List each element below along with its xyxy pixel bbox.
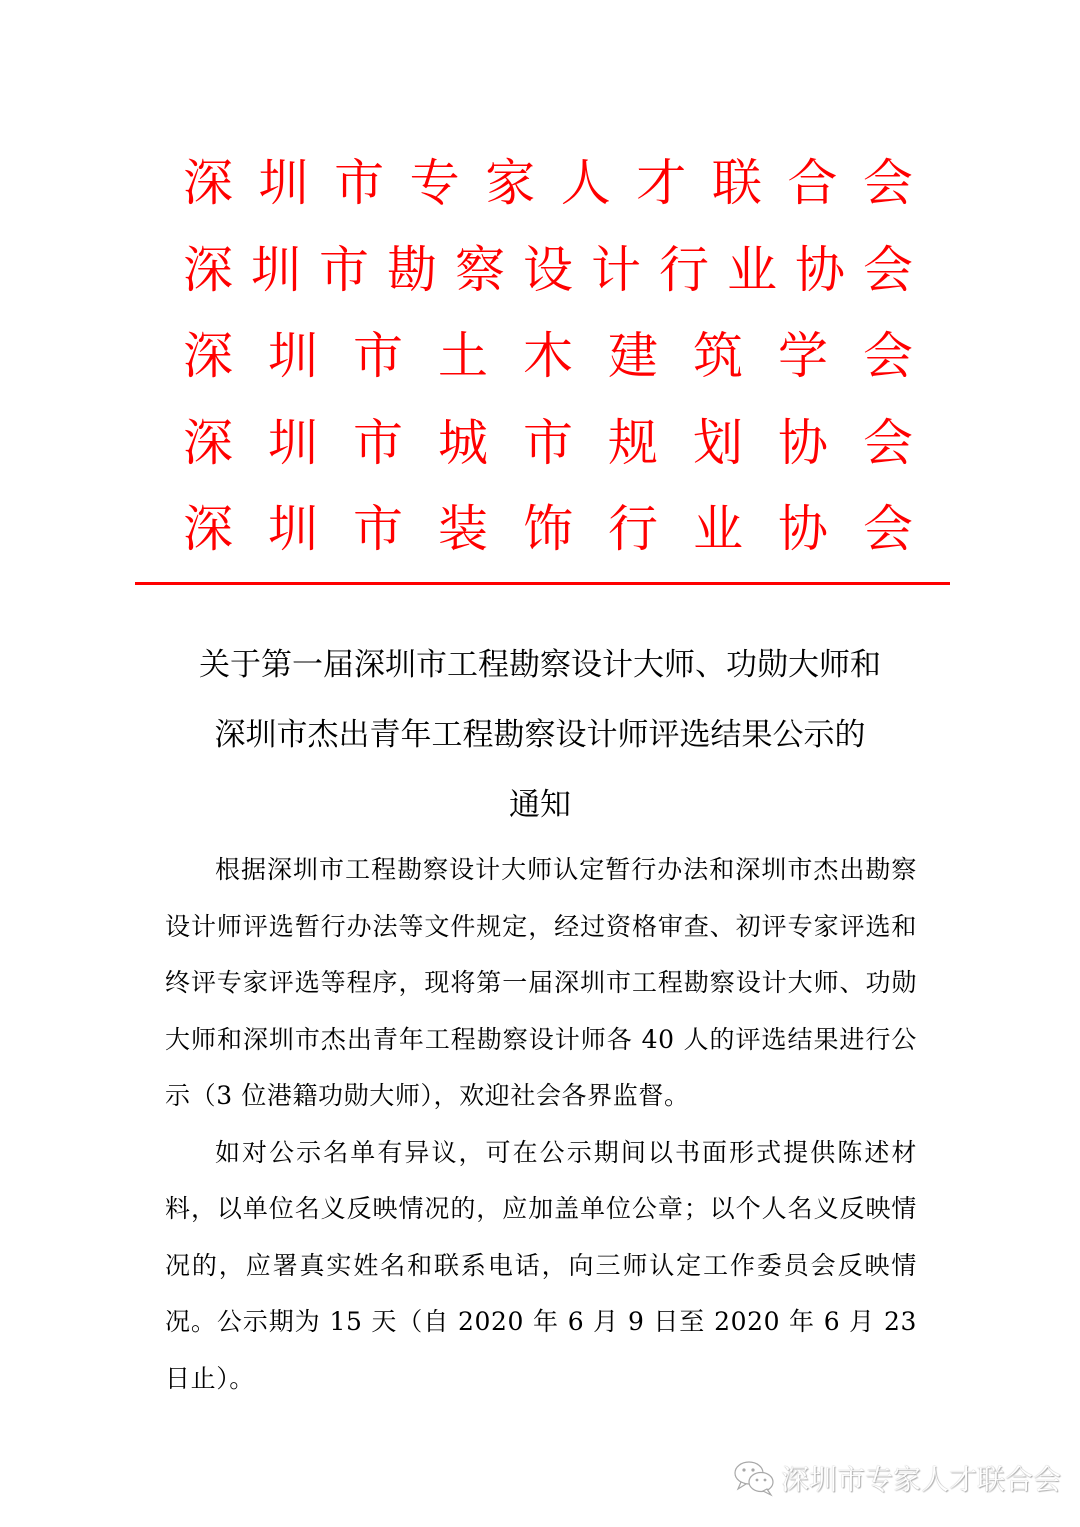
letterhead (183, 140, 913, 573)
org-name-row (183, 313, 913, 400)
org-name-char: 深 (183, 500, 233, 558)
org-name-char: 行 (608, 500, 658, 558)
org-name-char: 深 (183, 327, 233, 385)
org-name-char: 行 (659, 240, 709, 299)
org-name-char: 才 (636, 154, 687, 212)
org-name-char: 联 (711, 154, 762, 212)
org-name-char: 圳 (268, 500, 318, 558)
title-line: 深圳市杰出青年工程勘察设计师评选结果公示的 (214, 717, 866, 753)
org-name-char: 勘 (387, 240, 437, 299)
wechat-icon (733, 1458, 777, 1498)
document-body (165, 842, 917, 1407)
org-name-char: 察 (455, 240, 505, 299)
org-name-char: 协 (795, 240, 845, 299)
org-name-char: 协 (778, 500, 828, 558)
org-name-char: 圳 (268, 327, 318, 385)
document-title (140, 630, 940, 840)
org-name-char: 会 (863, 413, 913, 472)
org-name-char: 建 (608, 327, 658, 385)
org-name-char: 人 (560, 154, 611, 212)
org-name-char: 圳 (268, 413, 318, 472)
title-line: 通知 (509, 787, 571, 823)
org-name-char: 筑 (693, 327, 743, 385)
org-name-char: 计 (591, 240, 641, 299)
org-name-char: 圳 (251, 240, 301, 299)
org-name-char: 饰 (523, 500, 573, 558)
org-name-char: 会 (863, 500, 913, 558)
org-name-char: 合 (787, 154, 838, 212)
org-name-char: 业 (727, 240, 777, 299)
org-name-char: 专 (409, 154, 460, 212)
org-name-char: 会 (863, 240, 913, 299)
org-name-char: 协 (778, 413, 828, 472)
org-name-char: 深 (183, 240, 233, 299)
title-line: 关于第一届深圳市工程勘察设计大师、功勋大师和 (199, 647, 881, 683)
org-name-char: 城 (438, 413, 488, 472)
org-name-char: 会 (862, 154, 913, 212)
org-name-row (183, 400, 913, 487)
org-name-char: 划 (693, 413, 743, 472)
org-name-char: 木 (523, 327, 573, 385)
org-name-char: 家 (485, 154, 536, 212)
org-name-char: 圳 (258, 154, 309, 212)
org-name-row (183, 486, 913, 573)
org-name-char: 业 (693, 500, 743, 558)
org-name-char: 市 (523, 413, 573, 472)
org-name-char: 深 (183, 413, 233, 472)
org-name-char: 市 (334, 154, 385, 212)
org-name-char: 规 (608, 413, 658, 472)
org-name-char: 深 (183, 154, 233, 212)
org-name-char: 设 (523, 240, 573, 299)
org-name-char: 市 (353, 413, 403, 472)
org-name-char: 市 (319, 240, 369, 299)
org-name-row (183, 140, 913, 227)
org-name-char: 会 (863, 327, 913, 385)
org-name-char: 学 (778, 327, 828, 385)
org-name-char: 市 (353, 327, 403, 385)
letterhead-divider (135, 582, 950, 585)
org-name-row (183, 227, 913, 314)
org-name-char: 市 (353, 500, 403, 558)
body-paragraph: 如对公示名单有异议，可在公示期间以书面形式提供陈述材料，以单位名义反映情况的，应加盖单位公章；以个人名义反映情况的，应署真实姓名和联系电话，向三师认定工作委员会反映情况。公示期为 15 天（自 2020 年 6 月 9 日至 2020 年 6 月 23 日止）。 (165, 1137, 917, 1393)
org-name-char: 土 (438, 327, 488, 385)
org-name-char: 装 (438, 500, 488, 558)
body-paragraph: 根据深圳市工程勘察设计大师认定暂行办法和深圳市杰出勘察设计师评选暂行办法等文件规定，经过资格审查、初评专家评选和终评专家评选等程序，现将第一届深圳市工程勘察设计大师、功勋大师和深圳市杰出青年工程勘察设计师各 40 人的评选结果进行公示（3 位港籍功勋大师），欢迎社会各界监督。 (165, 855, 917, 1110)
watermark-text: 深圳市专家人才联合会 (781, 1463, 1062, 1496)
wechat-watermark (733, 1458, 1061, 1498)
